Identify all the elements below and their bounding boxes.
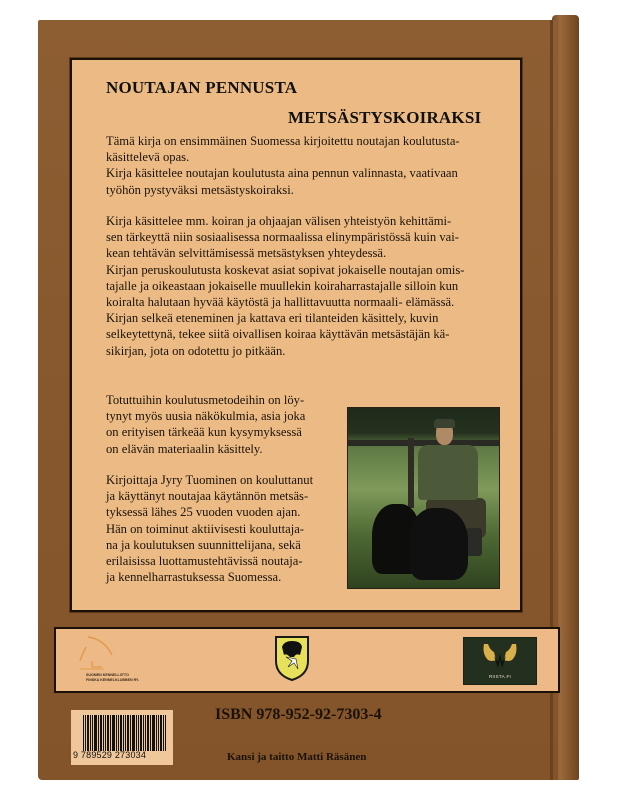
text-line: Tämä kirja on ensimmäinen Suomessa kirjoitettu noutajan koulutusta- <box>106 134 460 148</box>
text-line: tynyt myös uusia näkökulmia, asia joka <box>106 409 306 424</box>
text-line: na ja koulutuksen suunnittelijana, sekä <box>106 537 301 552</box>
book-title-line1: NOUTAJAN PENNUSTA <box>106 78 298 97</box>
author-paragraph <box>106 472 334 585</box>
riista-logo <box>463 637 537 685</box>
intro-paragraph <box>106 133 516 198</box>
isbn-number: ISBN 978-952-92-7303-4 <box>215 706 382 723</box>
kennel-club-line1: SUOMEN KENNELLIITTO <box>86 673 129 677</box>
text-line: tajalle ja oikeastaan jokaiselle muullekin koiraharrastajalle silloin kun <box>106 278 459 293</box>
text-line: Kirja käsittelee mm. koiran ja ohjaajan välisen yhteistyön kehittämi- <box>106 214 452 228</box>
moose-antlers-icon <box>464 638 536 672</box>
black-dog-right <box>410 508 468 580</box>
text-line: Kirja käsittelee noutajan koulutusta aina pennun valinnasta, vaativaan <box>106 166 458 181</box>
text-line: Kirjan peruskoulutusta koskevat asiat sopivat jokaiselle noutajan omis- <box>106 262 465 277</box>
person-body <box>418 445 478 500</box>
book-title-line2: METSÄSTYSKOIRAKSI <box>288 108 482 127</box>
text-line: koiralta halutaan hyvää käytöstä ja hallittavuutta normaali- elämässä. <box>106 295 455 310</box>
publisher-logo-strip <box>54 627 560 693</box>
text-line: on erityisen tärkeää kun kysymyksessä <box>106 425 302 440</box>
text-line: työhön pystyväksi metsästyskoiraksi. <box>106 182 294 197</box>
dog-outline-icon <box>74 633 154 673</box>
kennel-club-name <box>86 673 139 682</box>
person-boot <box>466 528 482 556</box>
barcode-digits: 9 789529 273034 <box>73 750 147 760</box>
fence-post <box>408 438 414 508</box>
barcode-bars <box>83 715 167 751</box>
text-line: selkeytettynä, tekee siitä oivallisen koiraa käyttävän metsästäjän kä- <box>106 327 450 342</box>
content-paragraph <box>106 213 516 359</box>
text-line: sen tärkeyttä niin sosiaalisessa normaalissa elinympäristössä kuin vai- <box>106 230 459 245</box>
cover-credits: Kansi ja taitto Matti Räsänen <box>227 751 367 763</box>
text-line: Totuttuihin koulutusmetodeihin on löy- <box>106 393 305 407</box>
text-line: Kirjoittaja Jyry Tuominen on kouluttanut <box>106 473 314 487</box>
text-line: käsittelevä opas. <box>106 150 190 165</box>
riista-label: RIISTA.FI <box>488 674 512 679</box>
person-cap <box>434 419 455 428</box>
text-line: tyksessä lähes 25 vuoden vuoden ajan. <box>106 505 301 520</box>
text-line: ja käyttänyt noutajaa käytännön metsäs- <box>106 489 309 504</box>
text-line: erilaisissa luottamustehtävissä noutaja- <box>106 554 303 569</box>
text-line: Hän on toiminut aktiivisesti kouluttaja- <box>106 521 304 536</box>
retriever-club-shield-icon <box>274 635 310 681</box>
text-line: Kirjan selkeä eteneminen ja kattava eri tilanteiden käsittely, kuvin <box>106 311 439 326</box>
text-line: ja kennelharrastuksessa Suomessa. <box>106 570 282 585</box>
kennel-club-logo <box>74 633 154 689</box>
text-line: on elävän materiaalin käsittely. <box>106 441 263 456</box>
methods-paragraph <box>106 392 334 457</box>
text-line: sikirjan, jota on odotettu jo pitkään. <box>106 343 286 358</box>
author-photo <box>347 407 500 589</box>
isbn-barcode <box>71 710 173 765</box>
text-line: kean tehtävän selvittämisessä metsästyksen yhteydessä. <box>106 246 387 261</box>
kennel-club-line2: FINSKA KENNELKLUBBEN RY. <box>86 677 140 682</box>
